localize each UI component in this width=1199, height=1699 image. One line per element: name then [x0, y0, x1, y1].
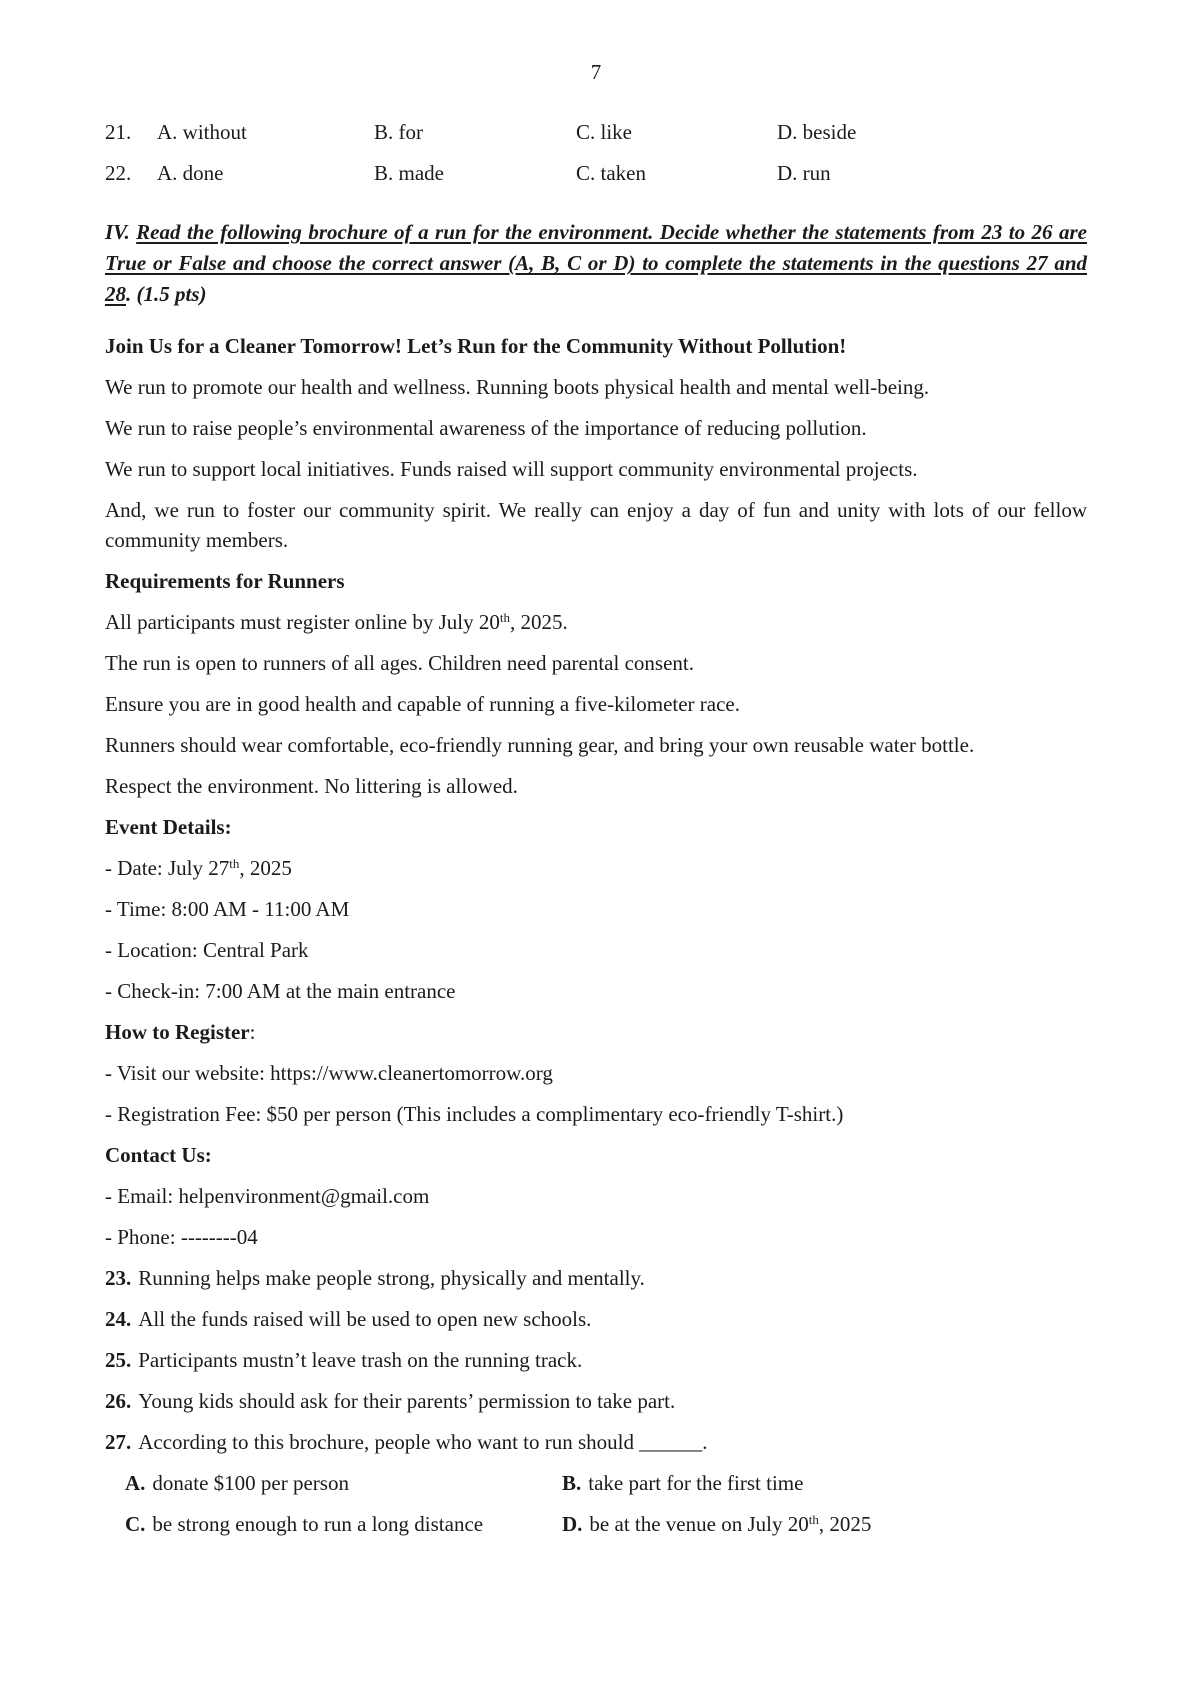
- question-27-option-a: [125, 1468, 562, 1498]
- requirements-heading: Requirements for Runners: [105, 569, 345, 593]
- register-website-line: - Visit our website: https://www.cleanertomorrow.org: [105, 1061, 553, 1085]
- option-b-label: B.: [562, 1471, 582, 1495]
- question-22-option-c: C. taken: [576, 161, 646, 185]
- ordinal-suffix: th: [499, 610, 510, 625]
- question-22-row: [105, 158, 1087, 188]
- ordinal-suffix: th: [808, 1512, 819, 1527]
- question-27-options-row-1: [105, 1468, 1087, 1498]
- brochure-intro-paragraph-2: We run to raise people’s environmental awareness of the importance of reducing pollution.: [105, 416, 867, 440]
- option-c-text: be strong enough to run a long distance: [152, 1512, 484, 1536]
- question-21-option-a: A. without: [157, 120, 247, 144]
- contact-phone-line: - Phone: --------04: [105, 1225, 258, 1249]
- question-25: [105, 1345, 1087, 1375]
- section-iv-label: IV.: [105, 220, 137, 244]
- option-b-text: take part for the first time: [588, 1471, 804, 1495]
- brochure-intro-paragraph-3: We run to support local initiatives. Funds raised will support community environmental projects.: [105, 457, 918, 481]
- question-26-text: Young kids should ask for their parents’ permission to take part.: [138, 1389, 676, 1413]
- brochure-title: Join Us for a Cleaner Tomorrow! Let’s Run for the Community Without Pollution!: [105, 334, 847, 358]
- question-21-row: [105, 117, 1087, 147]
- question-25-text: Participants mustn’t leave trash on the running track.: [138, 1348, 583, 1372]
- question-24-text: All the funds raised will be used to open new schools.: [138, 1307, 592, 1331]
- question-27-text: According to this brochure, people who want to run should ______.: [138, 1430, 708, 1454]
- brochure-intro-paragraph-1: We run to promote our health and wellness. Running boots physical health and mental well-being.: [105, 375, 930, 399]
- event-time-line: - Time: 8:00 AM - 11:00 AM: [105, 897, 350, 921]
- event-date-text: - Date: July 27: [105, 856, 230, 880]
- question-23: [105, 1263, 1087, 1293]
- option-a-text: donate $100 per person: [152, 1471, 349, 1495]
- question-27-option-b: [562, 1468, 1087, 1498]
- question-22-option-b: B. made: [374, 161, 444, 185]
- option-a-label: A.: [125, 1471, 146, 1495]
- option-d-text: [589, 1512, 871, 1536]
- question-24-number: 24.: [105, 1307, 132, 1331]
- how-to-register-heading-text: How to Register: [105, 1020, 250, 1044]
- event-location-line: - Location: Central Park: [105, 938, 309, 962]
- question-27-options-row-2: [105, 1509, 1087, 1539]
- question-21-option-b: B. for: [374, 120, 423, 144]
- question-22-option-d: D. run: [777, 161, 831, 185]
- how-to-register-heading: [105, 1017, 1087, 1047]
- question-27-option-c: [125, 1509, 562, 1539]
- requirements-item-littering: Respect the environment. No littering is allowed.: [105, 774, 518, 798]
- ordinal-suffix: th: [229, 856, 240, 871]
- requirements-item-health: Ensure you are in good health and capable of running a five-kilometer race.: [105, 692, 740, 716]
- section-iv-instruction-underlined: Read the following brochure of a run for the environment. Decide whether the statements from 23 to 26 are True or False and choose the correct answer (A, B, C or D) to complete the statements in the questions 27 and 28: [105, 220, 1087, 306]
- contact-email-line: - Email: helpenvironment@gmail.com: [105, 1184, 430, 1208]
- option-d-text-pre: be at the venue on July 20: [589, 1512, 809, 1536]
- question-21-number: 21.: [105, 120, 132, 144]
- option-d-label: D.: [562, 1512, 583, 1536]
- how-to-register-heading-colon: :: [249, 1020, 256, 1044]
- question-22-number: 22.: [105, 161, 132, 185]
- event-details-heading: Event Details:: [105, 815, 232, 839]
- question-27-number: 27.: [105, 1430, 132, 1454]
- event-date-year: , 2025: [239, 856, 292, 880]
- requirements-item-register-date: , 2025.: [509, 610, 568, 634]
- register-fee-line: - Registration Fee: $50 per person (This includes a complimentary eco-friendly T-shirt.): [105, 1102, 844, 1126]
- requirements-item-ages: The run is open to runners of all ages. Children need parental consent.: [105, 651, 694, 675]
- question-26: [105, 1386, 1087, 1416]
- question-24: [105, 1304, 1087, 1334]
- event-date-line: [105, 853, 1087, 883]
- option-d-text-post: , 2025: [818, 1512, 872, 1536]
- question-27-option-d: [562, 1509, 1087, 1539]
- contact-us-heading: Contact Us:: [105, 1143, 212, 1167]
- requirements-item-register: [105, 607, 1087, 637]
- question-21-option-c: C. like: [576, 120, 632, 144]
- section-iv-instructions: [105, 217, 1087, 310]
- requirements-item-gear: Runners should wear comfortable, eco-friendly running gear, and bring your own reusable water bottle.: [105, 733, 975, 757]
- page-number: 7: [590, 60, 602, 84]
- question-22-option-a: A. done: [157, 161, 224, 185]
- section-iv-points: . (1.5 pts): [126, 282, 207, 306]
- requirements-item-register-text: All participants must register online by July 20: [105, 610, 500, 634]
- question-26-number: 26.: [105, 1389, 132, 1413]
- event-checkin-line: - Check-in: 7:00 AM at the main entrance: [105, 979, 456, 1003]
- question-21-option-d: D. beside: [777, 120, 857, 144]
- question-25-number: 25.: [105, 1348, 132, 1372]
- brochure-intro-paragraph-4: And, we run to foster our community spirit. We really can enjoy a day of fun and unity with lots of our fellow community members.: [105, 498, 1087, 552]
- question-27: [105, 1427, 1087, 1457]
- question-23-number: 23.: [105, 1266, 132, 1290]
- option-c-label: C.: [125, 1512, 146, 1536]
- question-23-text: Running helps make people strong, physically and mentally.: [138, 1266, 645, 1290]
